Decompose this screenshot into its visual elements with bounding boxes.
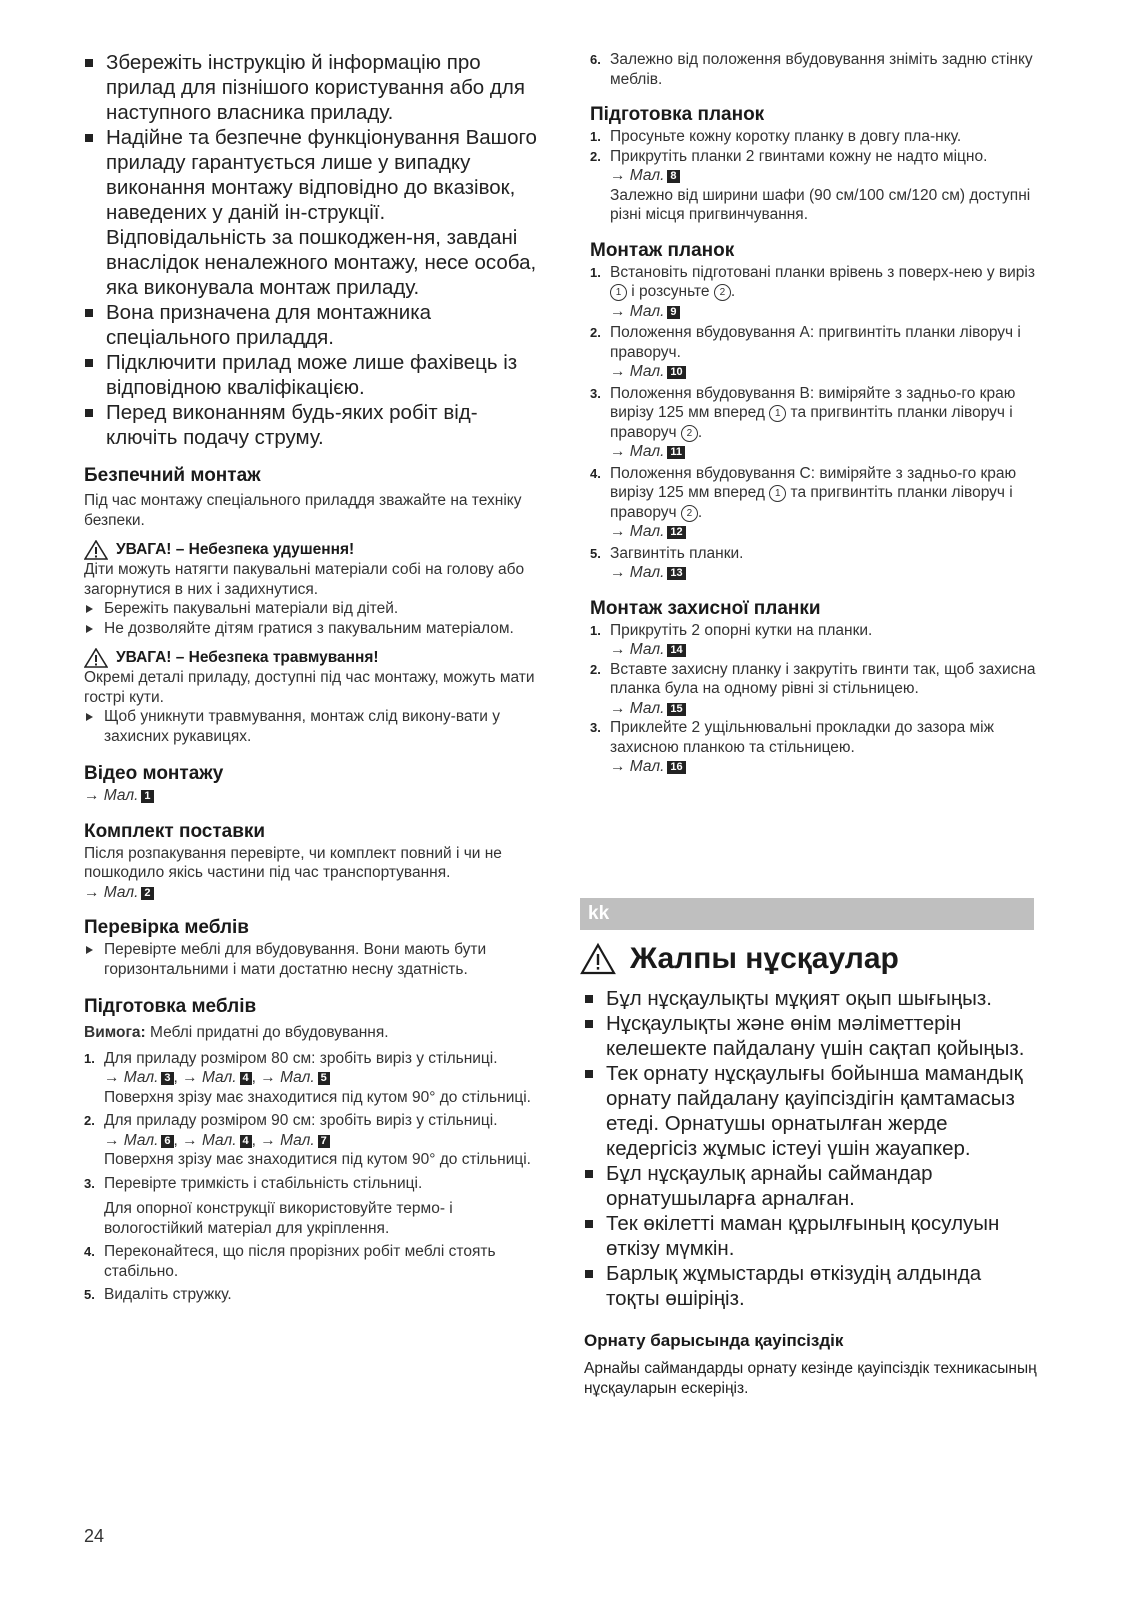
video-heading: Відео монтажу xyxy=(84,763,224,784)
list-item: 2. Положення вбудовування А: пригвинтіть планки ліворуч і праворуч. → Мал. 10 xyxy=(590,324,1021,380)
prep-heading: Підготовка меблів xyxy=(84,996,257,1017)
list-item: Перевірте меблі для вбудовування. Вони мають бути горизонтальними і мати достатню несну здатність. xyxy=(84,940,538,979)
list-item: 2. Для приладу розміром 90 см: зробіть виріз у стільниці. → Мал. 6 , → Мал. 4 , → Мал. 7 Поверхня зрізу має знаходитися під кутом 90° до стільниці. xyxy=(84,1112,531,1168)
guard-mount-steps xyxy=(590,621,1046,777)
square-bullet-icon xyxy=(85,309,93,317)
arrow-bullet-icon xyxy=(86,946,93,954)
figure-badge: 4 xyxy=(240,1072,252,1085)
prep-requirement: Вимога: Меблі придатні до вбудовування. xyxy=(84,1024,389,1041)
language-code: kk xyxy=(588,903,610,924)
list-item: Тек өкілетті маман құрылғының қосулуын өткізу мүмкін. xyxy=(584,1211,1040,1261)
check-list xyxy=(84,940,538,979)
list-item: Барлық жұмыстарды өткізудің алдында тоқты өшіріңіз. xyxy=(584,1261,1040,1311)
warning-choking: УВАГА! – Небезпека удушення! xyxy=(84,540,538,560)
list-item: Надійне та безпечне функціонування Вашого приладу гарантується лише у випадку виконання монтажу відповідно до вказівок, наведених у даній ін-струкції. Відповідальність за пошкоджен-ня, завдані внаслідок неналежного монтажу, несе особа, яка виконувала монтаж приладу. xyxy=(84,125,538,300)
warning-injury-list xyxy=(84,707,538,746)
arrow-bullet-icon xyxy=(86,713,93,721)
figure-badge: 2 xyxy=(141,887,153,900)
list-item: 2. Прикрутіть планки 2 гвинтами кожну не надто міцно. → Мал. 8 Залежно від ширини шафи (90 см/100 см/120 см) доступні різні місця пригвинчування. xyxy=(590,147,1031,223)
kk-safe-heading: Орнату барысында қауіпсіздік xyxy=(584,1331,844,1350)
list-item: Бұл нұсқаулық арнайы саймандар орнатушыларға арналған. xyxy=(584,1161,1040,1211)
prep-steps xyxy=(84,1049,538,1305)
list-item: 2. Вставте захисну планку і закрутіть гвинти так, щоб захисна планка була на одному рівні зі стільницею. → Мал. 15 xyxy=(590,660,1036,717)
list-item: 6. Залежно від положення вбудовування зніміть задню стінку меблів. xyxy=(590,51,1033,88)
figure-badge: 16 xyxy=(667,761,685,774)
square-bullet-icon xyxy=(585,1220,593,1228)
list-item: Тек орнату нұсқаулығы бойынша мамандық орнату пайдалану қауіпсіздігін қамтамасыз етеді. Орнатушы орнатылған жерде кедергісіз жұмыс істеуі үшін жауапкер. xyxy=(584,1061,1040,1161)
square-bullet-icon xyxy=(585,1020,593,1028)
language-bar xyxy=(580,898,1034,930)
figure-badge: 15 xyxy=(667,703,685,716)
kk-safe-text: Арнайы саймандарды орнату кезінде қауіпсіздік техникасының нұсқауларын ескеріңіз. xyxy=(584,1360,1037,1397)
kk-page-title: Жалпы нұсқаулар xyxy=(630,942,899,975)
video-ref: → Мал. 1 xyxy=(84,786,538,806)
callout-number: 2 xyxy=(681,425,698,442)
list-item: 5. Видаліть стружку. xyxy=(84,1286,232,1303)
square-bullet-icon xyxy=(85,359,93,367)
list-item: 1. Прикрутіть 2 опорні кутки на планки. → Мал. 14 xyxy=(590,621,873,658)
warning-choking-text: Діти можуть натягти пакувальні матеріали собі на голову або загорнутися в них і задихнутися. xyxy=(84,561,525,598)
list-item: Бережіть пакувальні матеріали від дітей. xyxy=(84,599,538,619)
strips-mount-steps xyxy=(590,263,1046,583)
list-item: 1. Встановіть підготовані планки врівень з поверх-нею у виріз 1 і розсуньте 2 . → Мал. 9 xyxy=(590,263,1035,320)
page-number: 24 xyxy=(84,1526,105,1546)
guard-mount-heading: Монтаж захисної планки xyxy=(590,597,821,619)
square-bullet-icon xyxy=(585,995,593,1003)
list-item: Нұсқаулықты және өнім мәліметтерін келешекте пайдалану үшін сақтап қойыңыз. xyxy=(584,1011,1040,1061)
callout-number: 2 xyxy=(714,284,731,301)
figure-badge: 6 xyxy=(161,1135,173,1148)
kit-ref: → Мал. 2 xyxy=(84,883,538,903)
list-item: Перед виконанням будь-яких робіт від-ключіть подачу струму. xyxy=(84,400,538,450)
list-item: 1. Для приладу розміром 80 см: зробіть виріз у стільниці. → Мал. 3 , → Мал. 4 , → Мал. 5 Поверхня зрізу має знаходитися під кутом 90° до стільниці. xyxy=(84,1049,531,1106)
callout-number: 1 xyxy=(769,405,786,422)
figure-badge: 10 xyxy=(667,366,685,379)
warning-triangle-icon xyxy=(84,540,108,560)
kk-bullet-list xyxy=(584,986,1040,1311)
list-item: 4. Положення вбудовування С: виміряйте з задньо-го краю вирізу 125 мм вперед 1 та пригвинтіть планки ліворуч і праворуч 2 . → Мал. 12 xyxy=(590,464,1017,540)
square-bullet-icon xyxy=(585,1270,593,1278)
figure-badge: 12 xyxy=(667,526,685,539)
figure-badge: 14 xyxy=(667,644,685,657)
list-item: Бұл нұсқаулықты мұқият оқып шығыңыз. xyxy=(584,986,1040,1011)
list-item: 1. Просуньте кожну коротку планку в довгу пла-нку. xyxy=(590,128,962,145)
figure-badge: 4 xyxy=(240,1135,252,1148)
callout-number: 1 xyxy=(769,485,786,502)
list-item: 5. Загвинтіть планки. → Мал. 13 xyxy=(590,544,744,581)
right-column xyxy=(590,50,1046,777)
kk-column xyxy=(584,986,1040,1398)
square-bullet-icon xyxy=(585,1170,593,1178)
check-heading: Перевірка меблів xyxy=(84,917,249,938)
safe-mounting-heading: Безпечний монтаж xyxy=(84,465,261,486)
strips-mount-heading: Монтаж планок xyxy=(590,239,735,261)
warning-triangle-icon xyxy=(580,942,616,976)
strips-prep-steps xyxy=(590,127,1046,225)
figure-badge: 9 xyxy=(667,306,679,319)
square-bullet-icon xyxy=(85,59,93,67)
list-item: Не дозволяйте дітям гратися з пакувальним матеріалом. xyxy=(84,619,538,639)
figure-badge: 3 xyxy=(161,1072,173,1085)
prep-step-6 xyxy=(590,50,1046,89)
figure-badge: 11 xyxy=(667,446,685,459)
list-item: Щоб уникнути травмування, монтаж слід викону-вати у захисних рукавицях. xyxy=(84,707,538,746)
callout-number: 2 xyxy=(681,505,698,522)
list-item: Вона призначена для монтажника спеціального приладдя. xyxy=(84,300,538,350)
square-bullet-icon xyxy=(85,134,93,142)
warning-injury-text: Окремі деталі приладу, доступні під час монтажу, можуть мати гострі кути. xyxy=(84,669,535,706)
square-bullet-icon xyxy=(85,409,93,417)
list-item: 3. Положення вбудовування В: виміряйте з задньо-го краю вирізу 125 мм вперед 1 та пригвинтіть планки ліворуч і праворуч 2 . → Мал. 11 xyxy=(590,384,1016,460)
list-item: Підключити прилад може лише фахівець із відповідною кваліфікацією. xyxy=(84,350,538,400)
figure-badge: 13 xyxy=(667,567,685,580)
arrow-bullet-icon xyxy=(86,625,93,633)
left-column xyxy=(84,50,538,1305)
intro-bullet-list xyxy=(84,50,538,450)
list-item: 4. Переконайтеся, що після прорізних робіт меблі стоять стабільно. xyxy=(84,1243,496,1280)
kit-text: Після розпакування перевірте, чи комплект повний і чи не пошкодило якісь частини під час транспортування. xyxy=(84,844,502,881)
kit-heading: Комплект поставки xyxy=(84,820,266,842)
arrow-bullet-icon xyxy=(86,605,93,613)
list-item: Збережіть інструкцію й інформацію про прилад для пізнішого користування або для наступного власника приладу. xyxy=(84,50,538,125)
list-item: 3. Приклейте 2 ущільнювальні прокладки до зазора між захисною планкою та стільницею. → Мал. 16 xyxy=(590,719,994,775)
warning-injury: УВАГА! – Небезпека травмування! xyxy=(84,648,538,668)
kk-title-row xyxy=(580,942,899,976)
callout-number: 1 xyxy=(610,284,627,301)
warning-triangle-icon xyxy=(84,648,108,668)
figure-badge: 5 xyxy=(318,1072,330,1085)
list-item: 3. Перевірте тримкість і стабільність стільниці. Для опорної конструкції використовуйте термо- і вологостійкий матеріал для укріплення. xyxy=(84,1174,453,1237)
figure-badge: 8 xyxy=(667,170,679,183)
strips-prep-heading: Підготовка планок xyxy=(590,104,765,125)
warning-choking-list xyxy=(84,599,538,638)
square-bullet-icon xyxy=(585,1070,593,1078)
figure-badge: 1 xyxy=(141,790,153,803)
figure-badge: 7 xyxy=(318,1135,330,1148)
safe-mounting-text: Під час монтажу спеціального приладдя зважайте на техніку безпеки. xyxy=(84,492,522,529)
